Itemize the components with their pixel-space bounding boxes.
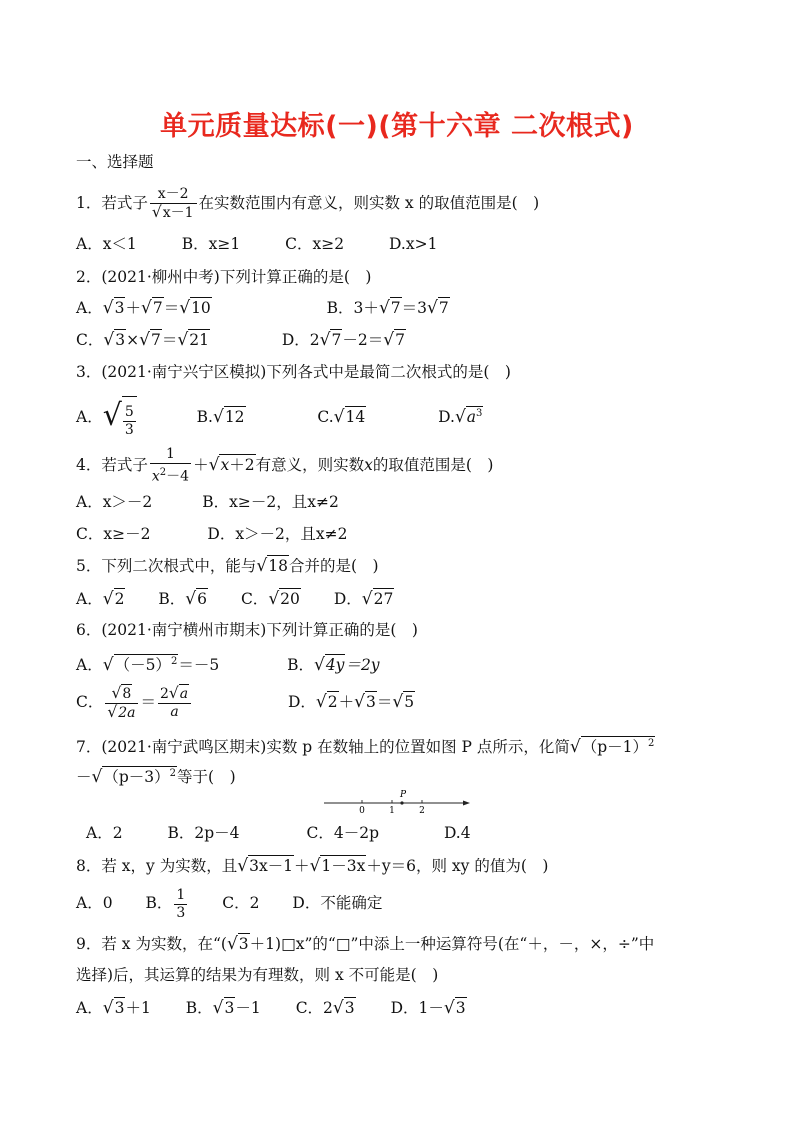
question-2: 2．(2021·柳州中考)下列计算正确的是( )	[76, 268, 372, 286]
q2-option-d: D．2√7－2＝√7	[281, 330, 405, 350]
q2-option-b: B．3＋√7＝3√7	[326, 298, 449, 318]
question-7-cont: $-√(p-3)^2$等于( )	[76, 767, 236, 788]
question-8: 8．若 x，y 为实数，且√3x－1＋√1－3x＋y＝6，则 xy 的值为( )	[76, 856, 549, 876]
q2-option-a: A．√3＋√7＝√10	[76, 298, 211, 318]
q2-options-cd	[76, 330, 406, 350]
q7-options	[86, 823, 471, 843]
q5-option-b: B．√6	[158, 589, 207, 609]
q7-option-c: C．4－2p	[306, 824, 379, 842]
q8-option-d: D．不能确定	[292, 894, 383, 912]
page-title: 单元质量达标(一)(第十六章 二次根式)	[160, 111, 634, 142]
question-5: 5．下列二次根式中，能与√18合并的是( )	[76, 556, 379, 576]
q8-option-c: C．2	[222, 894, 260, 912]
q4-options-cd	[76, 524, 348, 544]
question-7: 7．(2021·南宁武鸣区期末)实数 p 在数轴上的位置如图 P 点所示，化简$√(p-1)^2$	[76, 737, 655, 758]
q9-options	[76, 998, 467, 1018]
section-heading: 一、选择题	[76, 153, 154, 171]
q1-fraction: $\frac{x-2}{√x-1}$	[150, 186, 197, 222]
question-4: 4．若式子 $\frac{1}{x^2-4}$ ＋√x＋2有意义，则实数x的取值范围是( )	[76, 446, 494, 485]
q7-number-line	[322, 788, 472, 818]
q6-options-cd	[76, 679, 415, 725]
q4-option-c: C．x≥－2	[76, 525, 151, 543]
q1-options	[76, 234, 437, 254]
q5-option-d: D．√27	[333, 589, 394, 609]
question-6: 6．(2021·南宁横州市期末)下列计算正确的是( )	[76, 621, 418, 639]
question-1: 1．若式子 $\frac{x-2}{√x-1}$ 在实数范围内有意义，则实数 x 的取值范围是( )	[76, 186, 540, 221]
q6-option-b: B．√4y＝2y	[287, 655, 380, 676]
q9-option-c: C．2√3	[295, 998, 355, 1018]
q8-option-b: B． $\frac{1}{3}$	[145, 886, 186, 921]
q4-fraction: $\frac{1}{x^2-4}$	[151, 446, 190, 485]
q4-option-d: D．x＞－2，且x≠2	[207, 525, 348, 543]
q7-axis-label-0: 0	[359, 806, 365, 816]
q7-option-a: A．2	[86, 824, 123, 842]
q1-option-c: C．x≥2	[285, 235, 345, 253]
q3-option-c: C.√14	[317, 407, 366, 428]
q7-point-p	[400, 801, 403, 804]
q6-options-ab	[76, 652, 380, 675]
q4-option-a: A．x＞－2	[76, 493, 153, 511]
q7-point-label: P	[399, 790, 407, 800]
q3-options	[76, 392, 483, 436]
question-9: 9．若 x 为实数，在“(√3＋1)□x”的“□”中添上一种运算符号(在“＋，－，×，÷”中	[76, 934, 655, 954]
q4-options-ab	[76, 492, 339, 512]
q1-option-b: B．x≥1	[181, 235, 241, 253]
q7-axis-label-1: 1	[389, 806, 395, 816]
q4-option-b: B．x≥－2，且x≠2	[202, 493, 339, 511]
q9-option-b: B．√3－1	[185, 998, 261, 1018]
q2-option-c: C．√3×√7＝√21	[76, 330, 209, 350]
q8-option-a: A．0	[76, 894, 113, 912]
q7-option-d: D.4	[443, 824, 471, 842]
q9-option-a: A．√3＋1	[76, 998, 151, 1018]
q1-option-d: D.x>1	[389, 235, 438, 253]
q6-option-c: C． $\frac{√8}{√2a}$ ＝ $\frac{2√a}{a}$	[76, 693, 193, 711]
q1-option-a: A．x＜1	[76, 235, 137, 253]
q6-option-d: D．√2＋√3＝√5	[287, 692, 415, 712]
question-9-cont: 选择)后，其运算的结果为有理数，则 x 不可能是( )	[76, 966, 439, 984]
q5-options	[76, 589, 394, 609]
q5-option-a: A．√2	[76, 589, 125, 609]
q7-axis-label-2: 2	[419, 806, 425, 816]
q5-option-c: C．√20	[240, 589, 300, 609]
q3-option-d: $D.√a^3$	[438, 407, 483, 428]
q3-option-a: A．√ $\frac{5}{3}$	[76, 408, 137, 426]
q3-option-b: B.√12	[196, 407, 245, 428]
question-3: 3．(2021·南宁兴宁区模拟)下列各式中是最简二次根式的是( )	[76, 363, 511, 381]
q9-option-d: D．1－√3	[390, 998, 466, 1018]
q8-options	[76, 880, 382, 926]
q7-option-b: B．2p－4	[167, 824, 240, 842]
q2-options-ab	[76, 298, 450, 318]
q6-option-a: A．$√(-5)^2=-5$	[76, 655, 220, 676]
